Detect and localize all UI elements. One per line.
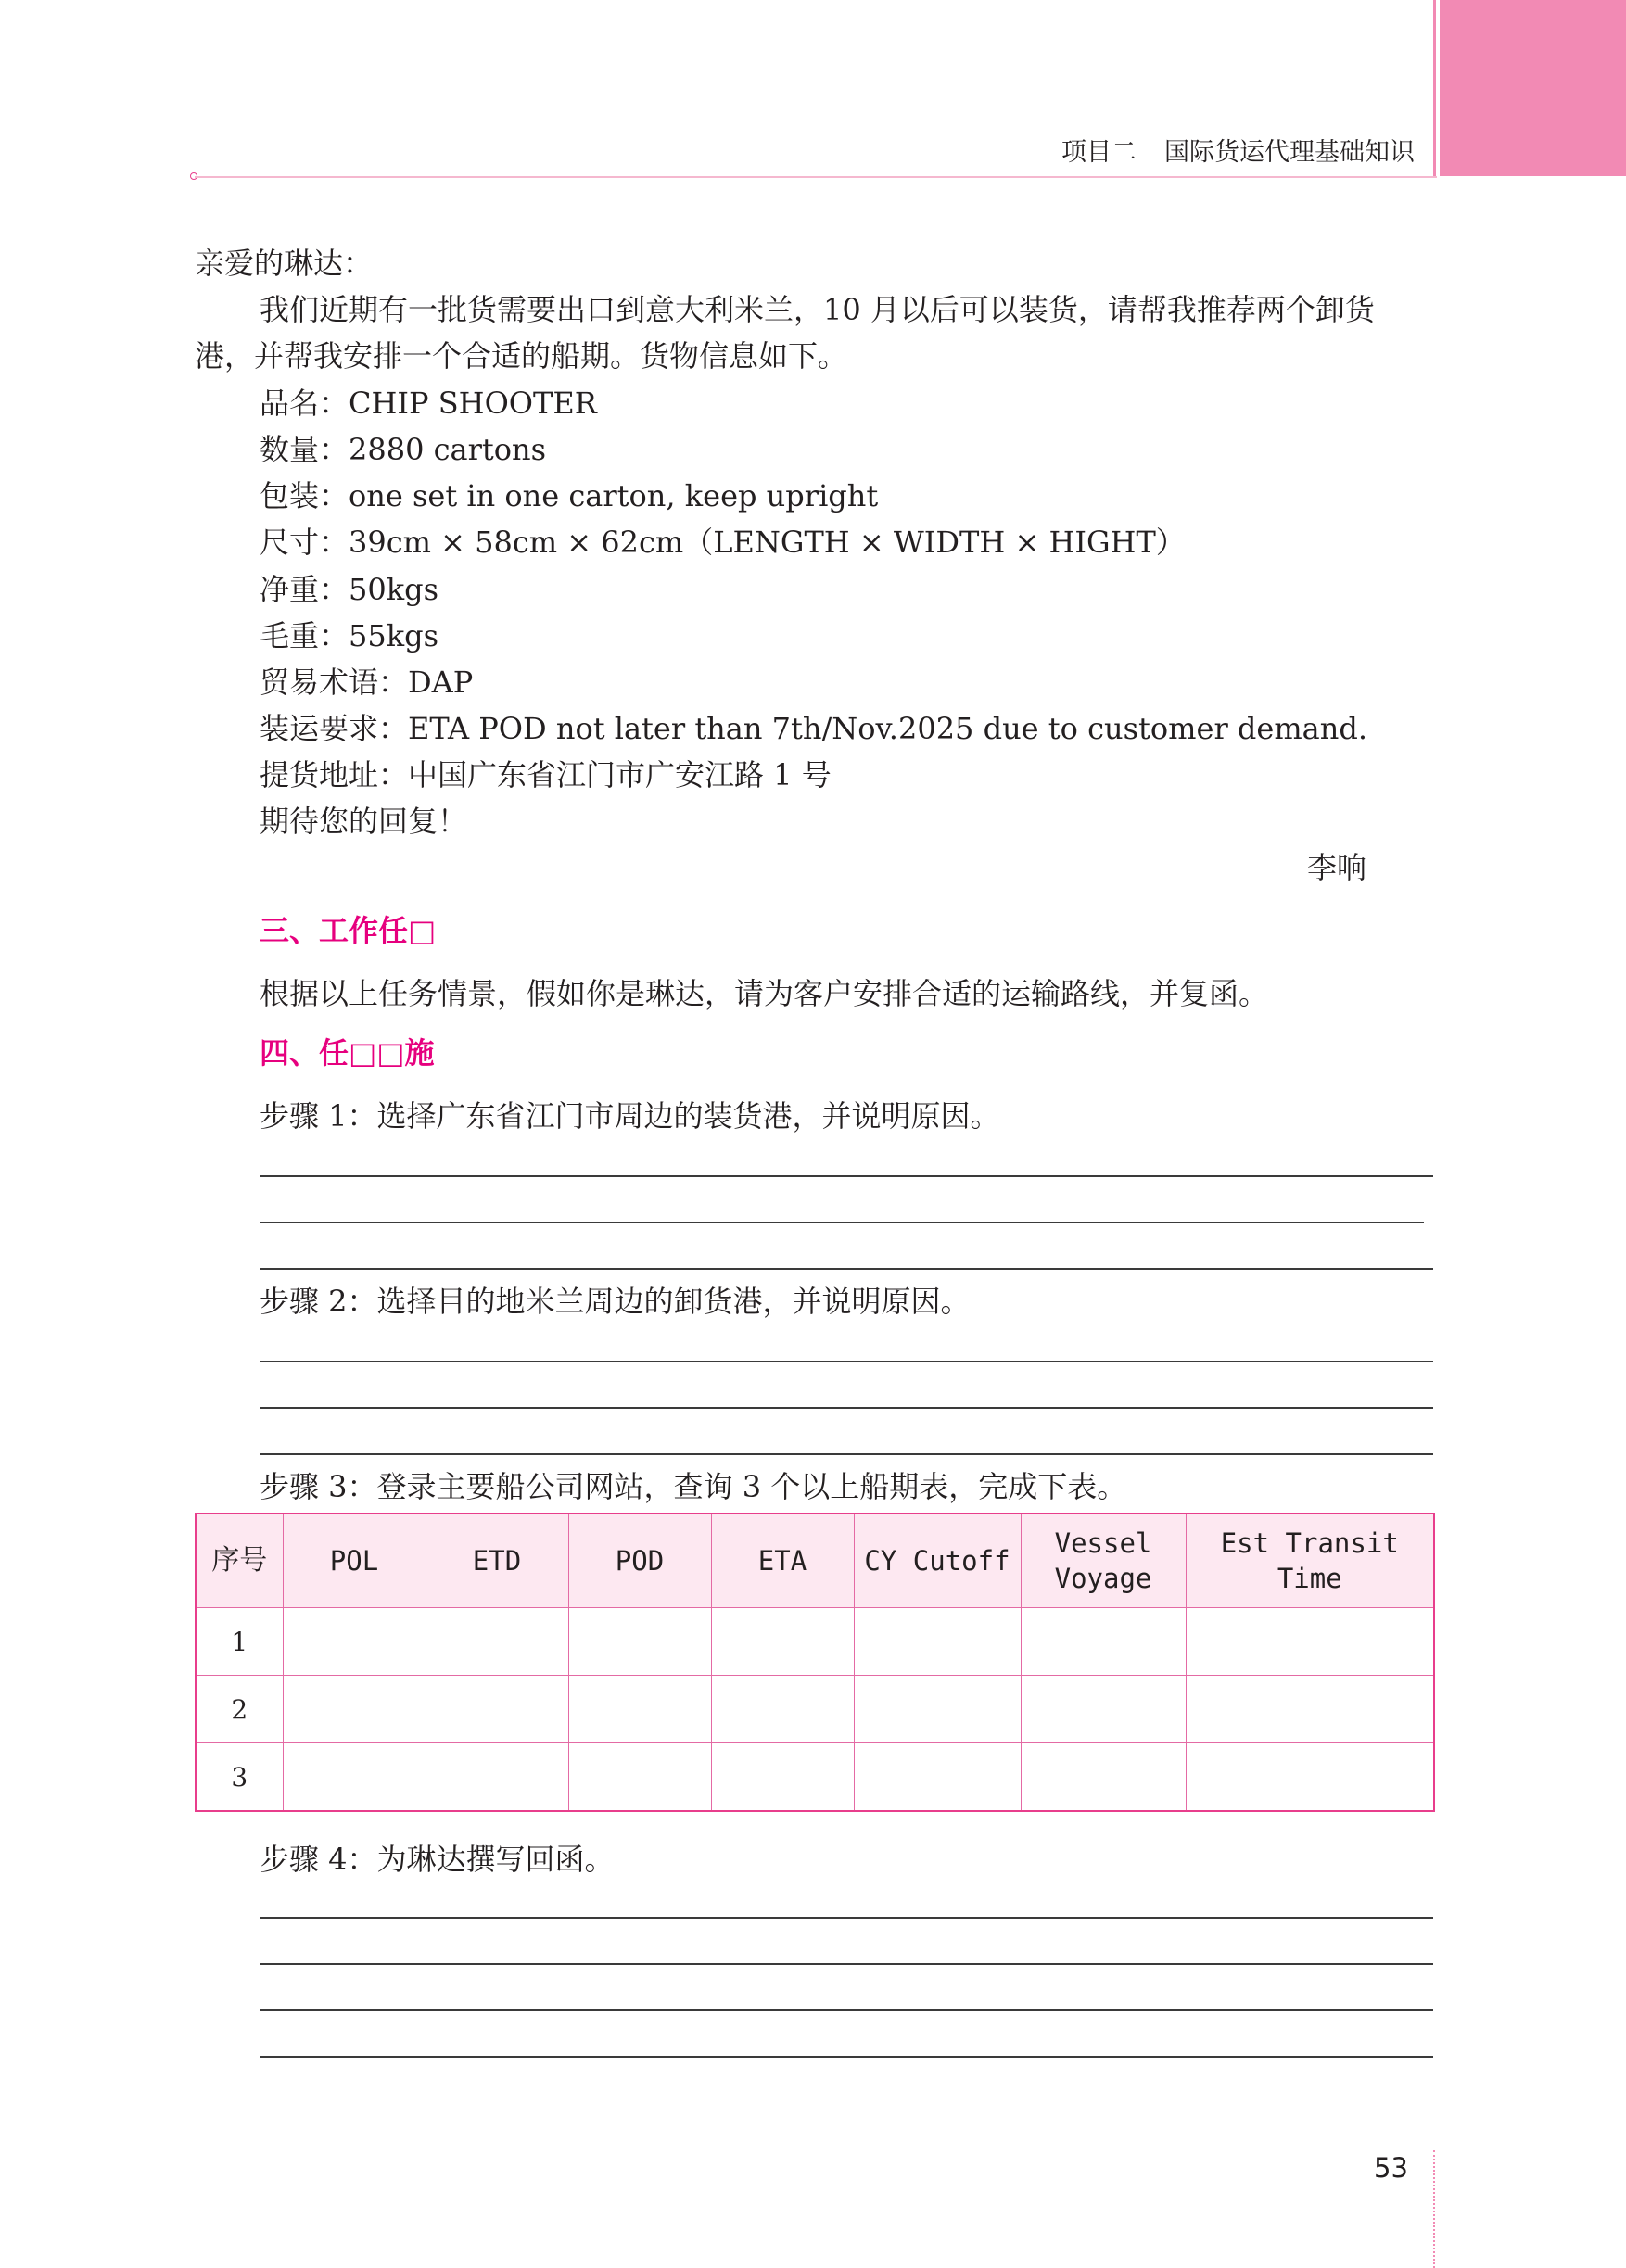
col-header-pod: POD bbox=[568, 1514, 711, 1608]
table-cell[interactable] bbox=[711, 1743, 854, 1812]
running-header bbox=[1061, 132, 1415, 168]
table-cell[interactable] bbox=[711, 1676, 854, 1743]
header-chapter: 项目二 bbox=[1061, 138, 1137, 167]
table-cell[interactable] bbox=[854, 1743, 1021, 1812]
table-cell[interactable] bbox=[1021, 1608, 1186, 1676]
table-cell[interactable] bbox=[426, 1743, 568, 1812]
table-cell[interactable] bbox=[283, 1743, 426, 1812]
letter-greeting: 亲爱的琳达： bbox=[195, 246, 374, 281]
col-header-cy-cutoff: CY Cutoff bbox=[854, 1514, 1021, 1608]
table-cell[interactable] bbox=[711, 1608, 854, 1676]
letter-paragraph-line-2: 港，并帮我安排一个合适的船期。货物信息如下。 bbox=[195, 338, 848, 374]
field-net-weight: 净重：50kgs bbox=[260, 572, 439, 607]
page-number: 53 bbox=[1374, 2152, 1408, 2184]
table-header-row bbox=[196, 1514, 1434, 1608]
col-header-pol: POL bbox=[283, 1514, 426, 1608]
table-row bbox=[196, 1676, 1434, 1743]
field-gross-weight: 毛重：55kgs bbox=[260, 618, 439, 653]
letter-paragraph-line-1: 我们近期有一批货需要出口到意大利米兰，10 月以后可以装货，请帮我推荐两个卸货 bbox=[260, 292, 1375, 327]
table-cell[interactable] bbox=[426, 1608, 568, 1676]
header-title: 国际货运代理基础知识 bbox=[1164, 138, 1415, 167]
shipping-schedule-table bbox=[195, 1513, 1435, 1812]
table-cell[interactable] bbox=[854, 1676, 1021, 1743]
table-cell[interactable] bbox=[1186, 1743, 1434, 1812]
answer-line[interactable] bbox=[260, 2009, 1433, 2011]
table-cell[interactable] bbox=[426, 1676, 568, 1743]
row-number: 1 bbox=[196, 1608, 283, 1676]
letter-closing: 期待您的回复！ bbox=[260, 804, 468, 839]
table-cell[interactable] bbox=[1021, 1676, 1186, 1743]
answer-line[interactable] bbox=[260, 1453, 1433, 1455]
field-trade-term: 贸易术语：DAP bbox=[260, 665, 474, 700]
answer-line[interactable] bbox=[260, 1361, 1433, 1362]
table-cell[interactable] bbox=[1186, 1608, 1434, 1676]
answer-line[interactable] bbox=[260, 1222, 1424, 1223]
letter-signature: 李响 bbox=[1306, 850, 1366, 885]
step-1-text: 步骤 1：选择广东省江门市周边的装货港，并说明原因。 bbox=[260, 1098, 1000, 1134]
col-header-vessel-voyage bbox=[1021, 1514, 1186, 1608]
vessel-label: Vessel bbox=[1054, 1527, 1152, 1559]
col-header-etd: ETD bbox=[426, 1514, 568, 1608]
row-number: 2 bbox=[196, 1676, 283, 1743]
header-rule bbox=[195, 176, 1437, 178]
table-row bbox=[196, 1743, 1434, 1812]
field-pickup-address: 提货地址：中国广东省江门市广安江路 1 号 bbox=[260, 757, 832, 792]
answer-line[interactable] bbox=[260, 2056, 1433, 2058]
col-header-est-transit-time: Est Transit Time bbox=[1186, 1514, 1434, 1608]
step-4-text: 步骤 4：为琳达撰写回函。 bbox=[260, 1842, 615, 1877]
step-2-text: 步骤 2：选择目的地米兰周边的卸货港，并说明原因。 bbox=[260, 1284, 971, 1319]
table-cell[interactable] bbox=[568, 1676, 711, 1743]
header-color-block bbox=[1440, 0, 1626, 176]
page-edge-dotted-line bbox=[1433, 2150, 1435, 2268]
voyage-label: Voyage bbox=[1054, 1563, 1152, 1594]
table-cell[interactable] bbox=[283, 1608, 426, 1676]
answer-line[interactable] bbox=[260, 1963, 1433, 1965]
col-header-eta: ETA bbox=[711, 1514, 854, 1608]
table-cell[interactable] bbox=[568, 1743, 711, 1812]
table-cell[interactable] bbox=[1186, 1676, 1434, 1743]
table-cell[interactable] bbox=[1021, 1743, 1186, 1812]
answer-line[interactable] bbox=[260, 1268, 1433, 1270]
section-3-title: 三、工作任□ bbox=[260, 913, 437, 948]
table-cell[interactable] bbox=[854, 1608, 1021, 1676]
field-dimensions: 尺寸：39cm × 58cm × 62cm（LENGTH × WIDTH × HIGHT） bbox=[260, 525, 1186, 560]
step-3-text: 步骤 3：登录主要船公司网站，查询 3 个以上船期表，完成下表。 bbox=[260, 1469, 1127, 1504]
table-cell[interactable] bbox=[568, 1608, 711, 1676]
table-row bbox=[196, 1608, 1434, 1676]
header-accent-stripe bbox=[1433, 0, 1436, 176]
field-quantity: 数量：2880 cartons bbox=[260, 432, 547, 467]
section-4-title: 四、任□□施 bbox=[260, 1035, 435, 1071]
table-cell[interactable] bbox=[283, 1676, 426, 1743]
section-3-text: 根据以上任务情景，假如你是琳达，请为客户安排合适的运输路线，并复函。 bbox=[260, 976, 1269, 1011]
answer-line[interactable] bbox=[260, 1407, 1433, 1409]
field-product-name: 品名：CHIP SHOOTER bbox=[260, 386, 597, 421]
col-header-number: 序号 bbox=[196, 1514, 283, 1608]
field-shipping-requirement: 装运要求：ETA POD not later than 7th/Nov.2025 due to customer demand. bbox=[260, 711, 1368, 746]
answer-line[interactable] bbox=[260, 1175, 1433, 1177]
row-number: 3 bbox=[196, 1743, 283, 1812]
field-packing: 包装：one set in one carton, keep upright bbox=[260, 478, 879, 513]
answer-line[interactable] bbox=[260, 1917, 1433, 1919]
